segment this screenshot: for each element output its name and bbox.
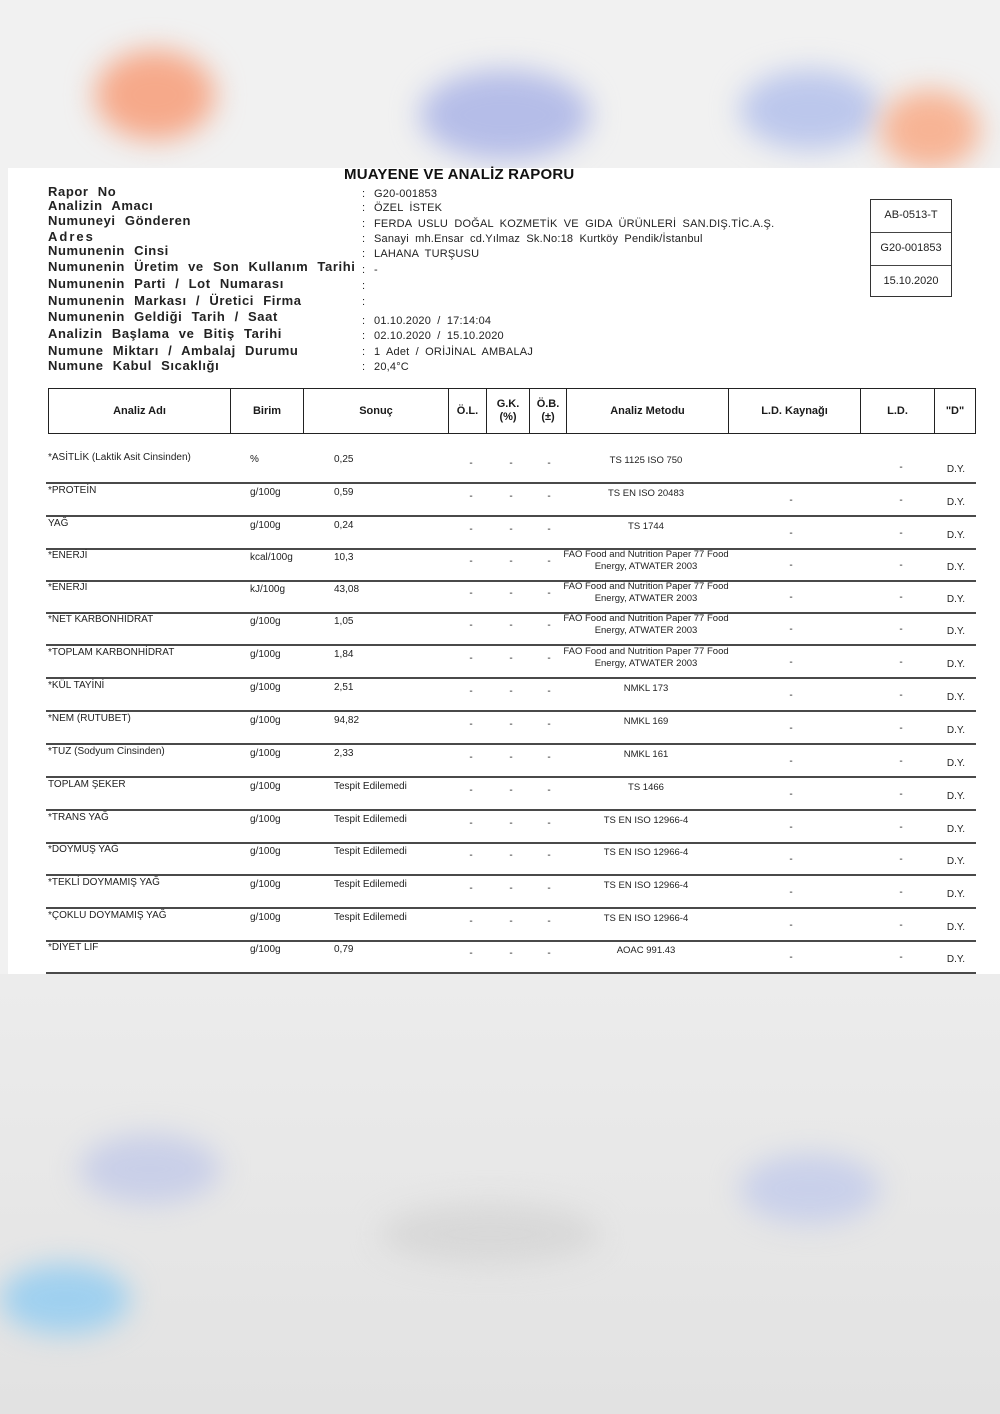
info-label: Numune Miktarı / Ambalaj Durumu bbox=[48, 343, 299, 358]
gk: - bbox=[509, 588, 513, 599]
d: D.Y. bbox=[946, 692, 966, 703]
method: TS 1744 bbox=[628, 521, 664, 532]
table-row bbox=[46, 516, 976, 550]
method: FAO Food and Nutrition Paper 77 Food Energy, ATWATER 2003 bbox=[563, 613, 729, 636]
d: D.Y. bbox=[946, 464, 966, 475]
method: TS EN ISO 12966-4 bbox=[603, 847, 689, 858]
d: D.Y. bbox=[946, 626, 966, 637]
result: 1,05 bbox=[334, 616, 354, 627]
result: Tespit Edilemedi bbox=[334, 814, 407, 825]
ol: - bbox=[469, 883, 473, 894]
analysis-name: *ENERJİ bbox=[48, 550, 88, 561]
header-gk: G.K. (%) bbox=[487, 389, 530, 433]
ob: - bbox=[547, 653, 551, 664]
ob: - bbox=[547, 588, 551, 599]
ld: - bbox=[899, 495, 903, 506]
gk: - bbox=[509, 948, 513, 959]
ld: - bbox=[899, 952, 903, 963]
info-label: Numunenin Parti / Lot Numarası bbox=[48, 276, 284, 291]
unit: g/100g bbox=[250, 487, 281, 498]
gk: - bbox=[509, 818, 513, 829]
table-row bbox=[46, 711, 976, 745]
analysis-name: *ENERJİ bbox=[48, 582, 88, 593]
table-row bbox=[46, 842, 976, 876]
result: 94,82 bbox=[334, 715, 360, 726]
header-unit: Birim bbox=[231, 389, 304, 433]
result: 0,24 bbox=[334, 520, 354, 531]
ld: - bbox=[899, 756, 903, 767]
ld-source: - bbox=[789, 920, 793, 931]
info-label: Numune Kabul Sıcaklığı bbox=[48, 358, 220, 373]
colon: : bbox=[362, 280, 366, 292]
info-label: Numunenin Markası / Üretici Firma bbox=[48, 293, 302, 308]
colon: : bbox=[362, 233, 366, 245]
table-row bbox=[46, 744, 976, 778]
report-number: G20-001853 bbox=[871, 233, 951, 266]
gk: - bbox=[509, 524, 513, 535]
unit: g/100g bbox=[250, 616, 281, 627]
blurred-footer bbox=[0, 974, 1000, 1414]
info-value: G20-001853 bbox=[374, 188, 438, 200]
result: 0,25 bbox=[334, 454, 354, 465]
method: NMKL 169 bbox=[623, 716, 669, 727]
colon: : bbox=[362, 315, 366, 327]
gk: - bbox=[509, 785, 513, 796]
table-row bbox=[46, 678, 976, 712]
ol: - bbox=[469, 948, 473, 959]
info-label: Numunenin Cinsi bbox=[48, 243, 169, 258]
header-ld-source: L.D. Kaynağı bbox=[729, 389, 861, 433]
result: 1,84 bbox=[334, 649, 354, 660]
result: 10,3 bbox=[334, 552, 354, 563]
ol: - bbox=[469, 916, 473, 927]
ld: - bbox=[899, 690, 903, 701]
ld: - bbox=[899, 560, 903, 571]
unit: g/100g bbox=[250, 846, 281, 857]
ld-source: - bbox=[789, 528, 793, 539]
colon: : bbox=[362, 188, 366, 200]
result: Tespit Edilemedi bbox=[334, 781, 407, 792]
gk: - bbox=[509, 850, 513, 861]
unit: g/100g bbox=[250, 715, 281, 726]
ld: - bbox=[899, 854, 903, 865]
unit: g/100g bbox=[250, 814, 281, 825]
ob: - bbox=[547, 524, 551, 535]
result: 43,08 bbox=[334, 584, 360, 595]
table-header bbox=[48, 388, 976, 434]
info-value: LAHANA TURŞUSU bbox=[374, 248, 480, 260]
info-label: Numunenin Geldiği Tarih / Saat bbox=[48, 309, 278, 324]
report-date: 15.10.2020 bbox=[883, 275, 939, 287]
blurred-logo-right bbox=[740, 70, 880, 150]
info-label: Analizin Amacı bbox=[48, 198, 154, 213]
colon: : bbox=[362, 202, 366, 214]
gk: - bbox=[509, 653, 513, 664]
d: D.Y. bbox=[946, 594, 966, 605]
method: NMKL 161 bbox=[623, 749, 669, 760]
table-row bbox=[46, 645, 976, 679]
ol: - bbox=[469, 752, 473, 763]
ob: - bbox=[547, 719, 551, 730]
table-row bbox=[46, 580, 976, 614]
method: TS EN ISO 12966-4 bbox=[603, 880, 689, 891]
d: D.Y. bbox=[946, 954, 966, 965]
info-label: Analizin Başlama ve Bitiş Tarihi bbox=[48, 326, 283, 341]
header-d: "D" bbox=[945, 404, 965, 417]
unit: kJ/100g bbox=[250, 584, 286, 595]
info-value: FERDA USLU DOĞAL KOZMETİK VE GIDA ÜRÜNLERİ SAN.DIŞ.TİC.A.Ş. bbox=[374, 218, 775, 230]
unit: g/100g bbox=[250, 781, 281, 792]
result: Tespit Edilemedi bbox=[334, 912, 407, 923]
ld: - bbox=[899, 723, 903, 734]
ld-source: - bbox=[789, 592, 793, 603]
ob: - bbox=[547, 556, 551, 567]
colon: : bbox=[362, 248, 366, 260]
result: Tespit Edilemedi bbox=[334, 879, 407, 890]
info-label: Rapor No bbox=[48, 184, 117, 199]
table-row bbox=[46, 483, 976, 517]
ld: - bbox=[899, 657, 903, 668]
gk: - bbox=[509, 686, 513, 697]
colon: : bbox=[362, 296, 366, 308]
accreditation-code: AB-0513-T bbox=[871, 200, 951, 233]
gk: - bbox=[509, 491, 513, 502]
ld: - bbox=[899, 462, 903, 473]
analysis-name: *DOYMUŞ YAĞ bbox=[48, 844, 119, 855]
ld: - bbox=[899, 920, 903, 931]
ol: - bbox=[469, 818, 473, 829]
analysis-name: *KÜL TAYİNİ bbox=[48, 680, 105, 691]
d: D.Y. bbox=[946, 497, 966, 508]
ld: - bbox=[899, 528, 903, 539]
ld: - bbox=[899, 592, 903, 603]
gk: - bbox=[509, 916, 513, 927]
analysis-name: *TEKLİ DOYMAMIŞ YAĞ bbox=[48, 877, 160, 888]
info-value: Sanayi mh.Ensar cd.Yılmaz Sk.No:18 Kurtköy Pendik/İstanbul bbox=[374, 233, 703, 245]
ld-source: - bbox=[789, 723, 793, 734]
info-value: - bbox=[374, 264, 378, 276]
d: D.Y. bbox=[946, 725, 966, 736]
blurred-logo-corner bbox=[880, 90, 980, 170]
ob: - bbox=[547, 686, 551, 697]
info-value: 20,4°C bbox=[374, 361, 409, 373]
ol: - bbox=[469, 524, 473, 535]
result: 2,33 bbox=[334, 748, 354, 759]
method: FAO Food and Nutrition Paper 77 Food Energy, ATWATER 2003 bbox=[563, 581, 729, 604]
method: TS 1466 bbox=[628, 782, 664, 793]
ob: - bbox=[547, 458, 551, 469]
ol: - bbox=[469, 588, 473, 599]
gk: - bbox=[509, 556, 513, 567]
ol: - bbox=[469, 785, 473, 796]
analysis-name: *NET KARBONHİDRAT bbox=[48, 614, 154, 625]
d: D.Y. bbox=[946, 758, 966, 769]
method: TS EN ISO 20483 bbox=[607, 488, 685, 499]
d: D.Y. bbox=[946, 791, 966, 802]
analysis-name: *ASİTLİK (Laktik Asit Cinsinden) bbox=[48, 452, 191, 463]
ol: - bbox=[469, 556, 473, 567]
analysis-name: *DİYET LİF bbox=[48, 942, 99, 953]
result: 2,51 bbox=[334, 682, 354, 693]
ob: - bbox=[547, 818, 551, 829]
method: TS EN ISO 12966-4 bbox=[603, 913, 689, 924]
table-row bbox=[46, 810, 976, 844]
ld-source: - bbox=[789, 560, 793, 571]
header-result: Sonuç bbox=[304, 389, 449, 433]
blurred-logo-left bbox=[95, 50, 215, 140]
ol: - bbox=[469, 850, 473, 861]
reference-stamp-box bbox=[870, 199, 952, 297]
ld-source: - bbox=[789, 657, 793, 668]
ob: - bbox=[547, 620, 551, 631]
info-value: 01.10.2020 / 17:14:04 bbox=[374, 315, 492, 327]
unit: kcal/100g bbox=[250, 552, 293, 563]
d: D.Y. bbox=[946, 530, 966, 541]
colon: : bbox=[362, 330, 366, 342]
analysis-name: YAĞ bbox=[48, 518, 69, 529]
analysis-name: *TOPLAM KARBONHİDRAT bbox=[48, 647, 175, 658]
gk: - bbox=[509, 883, 513, 894]
ld-source: - bbox=[789, 690, 793, 701]
analysis-name: TOPLAM ŞEKER bbox=[48, 779, 126, 790]
page-title: MUAYENE VE ANALİZ RAPORU bbox=[344, 166, 575, 183]
header-ol: Ö.L. bbox=[449, 389, 487, 433]
ol: - bbox=[469, 458, 473, 469]
ld-source: - bbox=[789, 822, 793, 833]
ob: - bbox=[547, 850, 551, 861]
result: 0,59 bbox=[334, 487, 354, 498]
ld: - bbox=[899, 789, 903, 800]
result: Tespit Edilemedi bbox=[334, 846, 407, 857]
d: D.Y. bbox=[946, 659, 966, 670]
ol: - bbox=[469, 653, 473, 664]
header-analysis-name: Analiz Adı bbox=[49, 389, 231, 433]
ld-source: - bbox=[789, 854, 793, 865]
info-label: Numuneyi Gönderen bbox=[48, 213, 192, 228]
table-row bbox=[46, 908, 976, 942]
colon: : bbox=[362, 264, 366, 276]
colon: : bbox=[362, 346, 366, 358]
info-value: 1 Adet / ORİJİNAL AMBALAJ bbox=[374, 346, 534, 358]
method: TS EN ISO 12966-4 bbox=[603, 815, 689, 826]
ld-source: - bbox=[789, 624, 793, 635]
gk: - bbox=[509, 752, 513, 763]
header-ob: Ö.B. (±) bbox=[530, 389, 567, 433]
ol: - bbox=[469, 491, 473, 502]
result: 0,79 bbox=[334, 944, 354, 955]
d: D.Y. bbox=[946, 824, 966, 835]
ld-source: - bbox=[789, 495, 793, 506]
ob: - bbox=[547, 752, 551, 763]
d: D.Y. bbox=[946, 856, 966, 867]
ob: - bbox=[547, 883, 551, 894]
ld-source: - bbox=[789, 887, 793, 898]
method: NMKL 173 bbox=[623, 683, 669, 694]
analysis-name: *NEM (RUTUBET) bbox=[48, 713, 131, 724]
blurred-logo-center bbox=[420, 70, 590, 160]
d: D.Y. bbox=[946, 922, 966, 933]
ld: - bbox=[899, 887, 903, 898]
unit: g/100g bbox=[250, 649, 281, 660]
gk: - bbox=[509, 620, 513, 631]
method: AOAC 991.43 bbox=[616, 945, 676, 956]
ld: - bbox=[899, 624, 903, 635]
table-row bbox=[46, 548, 976, 582]
d: D.Y. bbox=[946, 562, 966, 573]
ld-source: - bbox=[789, 952, 793, 963]
ob: - bbox=[547, 916, 551, 927]
ol: - bbox=[469, 719, 473, 730]
method: FAO Food and Nutrition Paper 77 Food Energy, ATWATER 2003 bbox=[563, 646, 729, 669]
unit: g/100g bbox=[250, 682, 281, 693]
info-value: 02.10.2020 / 15.10.2020 bbox=[374, 330, 504, 342]
ld: - bbox=[899, 822, 903, 833]
header-method: Analiz Metodu bbox=[567, 389, 729, 433]
table-row bbox=[46, 450, 976, 484]
gk: - bbox=[509, 719, 513, 730]
ob: - bbox=[547, 948, 551, 959]
header-ld: L.D. bbox=[861, 389, 935, 433]
ol: - bbox=[469, 686, 473, 697]
ol: - bbox=[469, 620, 473, 631]
colon: : bbox=[362, 218, 366, 230]
ob: - bbox=[547, 785, 551, 796]
info-value: ÖZEL İSTEK bbox=[374, 202, 443, 214]
analysis-name: *PROTEİN bbox=[48, 485, 97, 496]
ld-source: - bbox=[789, 789, 793, 800]
d: D.Y. bbox=[946, 889, 966, 900]
table-row bbox=[46, 777, 976, 811]
analysis-name: *TRANS YAĞ bbox=[48, 812, 109, 823]
unit: g/100g bbox=[250, 912, 281, 923]
table-row bbox=[46, 875, 976, 909]
table-row bbox=[46, 612, 976, 646]
unit: g/100g bbox=[250, 944, 281, 955]
analysis-name: *ÇOKLU DOYMAMIŞ YAĞ bbox=[48, 910, 167, 921]
ob: - bbox=[547, 491, 551, 502]
table-row bbox=[46, 940, 976, 974]
analysis-name: *TUZ (Sodyum Cinsinden) bbox=[48, 746, 165, 757]
gk: - bbox=[509, 458, 513, 469]
unit: g/100g bbox=[250, 879, 281, 890]
method: FAO Food and Nutrition Paper 77 Food Energy, ATWATER 2003 bbox=[563, 549, 729, 572]
info-label: Numunenin Üretim ve Son Kullanım Tarihi bbox=[48, 259, 356, 274]
colon: : bbox=[362, 361, 366, 373]
unit: g/100g bbox=[250, 748, 281, 759]
ld-source: - bbox=[789, 756, 793, 767]
method: TS 1125 ISO 750 bbox=[609, 455, 683, 466]
unit: % bbox=[250, 454, 259, 465]
info-label: Adres bbox=[48, 229, 95, 244]
unit: g/100g bbox=[250, 520, 281, 531]
